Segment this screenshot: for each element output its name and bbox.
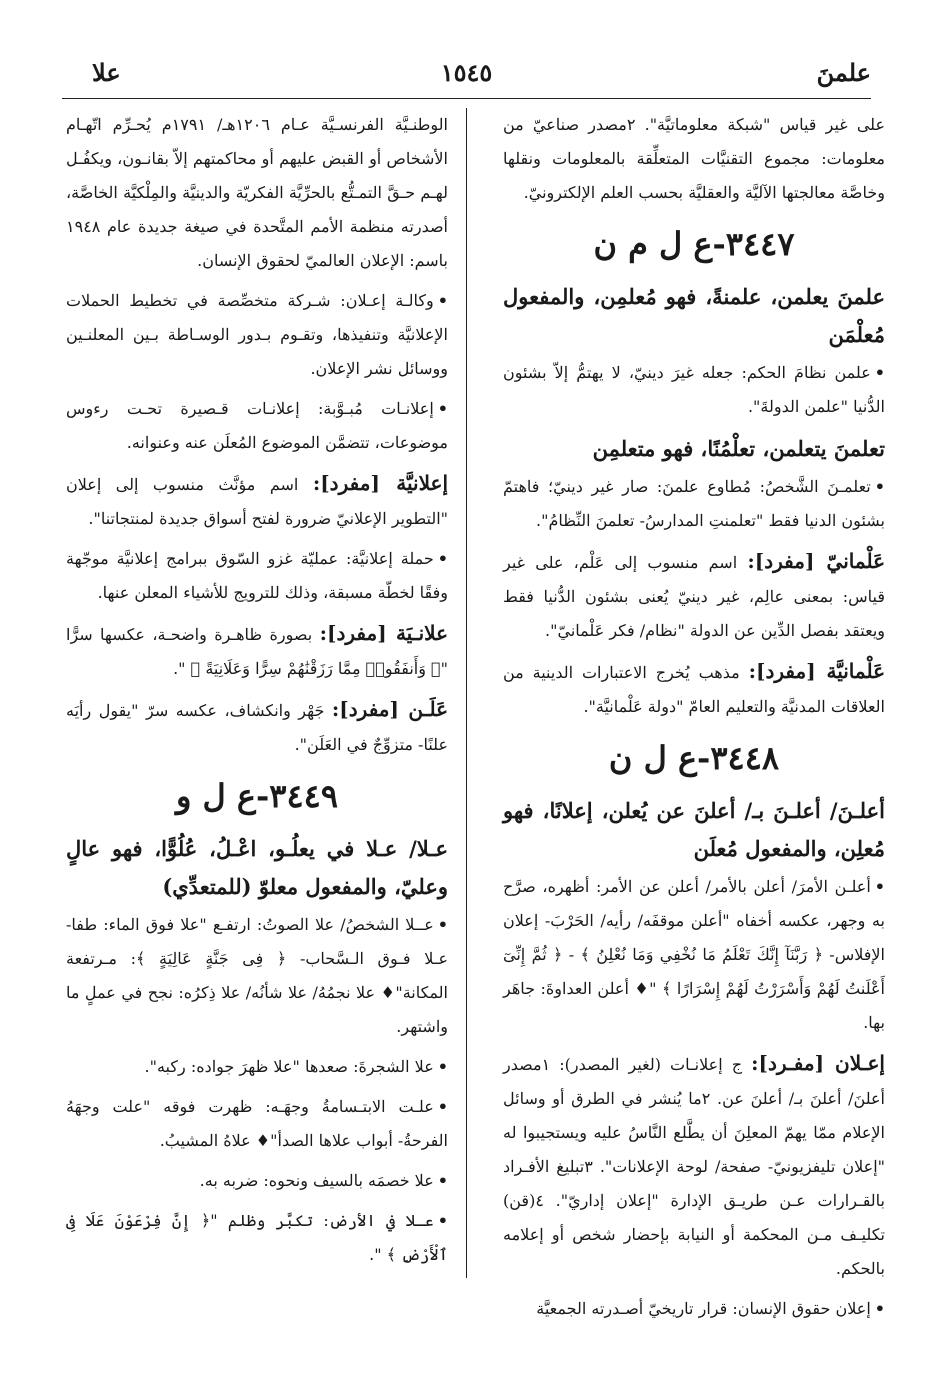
headword: إعـلان [مفـرد]: (751, 1051, 885, 1075)
headword: علانـيَة [مفرد]: (319, 621, 449, 645)
entry-paragraph (503, 654, 885, 724)
page-header (62, 52, 871, 94)
headword: إعلانيَّة [مفرد]: (312, 471, 449, 495)
entry-paragraph (66, 1204, 448, 1272)
entry-text: إعلانـات مُبـوَّبة: إعلانـات قـصيرة تحـت رءوس موضوعات، تتضمَّن الموضوع المُعلَن عنه وعنوانه. (66, 399, 448, 452)
bullet-marker: • (874, 877, 885, 896)
entry-text: حملة إعلانيَّة: عمليّة غزو السّوق ببرامج إعلانيَّة موجّهة وفقًا لخطّة مسبقة، وذلك للترويج للأشياء المعلن عنها. (66, 549, 448, 602)
right-column (503, 108, 886, 1318)
entry-paragraph (66, 692, 448, 762)
entry-paragraph (66, 542, 448, 610)
bullet-marker: • (437, 549, 448, 568)
entry-paragraph (503, 108, 885, 210)
entry-text: إعلان حقوق الإنسان: قرار تاريخيّ أصـدرته الجمعيَّة (536, 1299, 871, 1318)
entry-paragraph (503, 1046, 885, 1286)
headword: عَلْمانيّ [مفرد]: (747, 549, 886, 573)
bullet-marker: • (437, 291, 448, 310)
headword: عَلَـن [مفرد]: (331, 697, 448, 721)
entry-text: مذهب يُخرج الاعتبارات الدينية من العلاقات المدنيَّة والتعليم العامّ "دولة عَلْمانيَّة". (503, 663, 885, 716)
entry-paragraph (66, 1164, 448, 1198)
header-guide-word-right: علمنَ (816, 58, 871, 87)
entry-paragraph (66, 616, 448, 686)
entry-paragraph (66, 392, 448, 460)
verb-entry-heading: أعلـنَ/ أعلـنَ بـ/ أعلنَ عن يُعلن، إعلانًا، فهو مُعلِن، والمفعول مُعلَن (503, 798, 885, 861)
header-guide-word-left: علا (92, 58, 121, 87)
bullet-marker: • (874, 363, 885, 382)
entry-paragraph (66, 284, 448, 386)
column-divider (466, 108, 467, 1278)
entry-text: على غير قياس "شبكة معلوماتيَّة". ٢مصدر صناعيّ من معلومات: مجموع التقنيَّات المتعلِّقة بالمعلومات ونقلها وخاصَّة معالجتها الآليَّة والعقليَّة بحسب العلم الإلكترونيّ. (503, 115, 885, 202)
entry-text: وكالـة إعـلان: شـركة متخصِّصة في تخطيط الحملات الإعلانيَّة وتنفيذها، وتقـوم بـدور الوسـاطة بـين المعلنـين ووسائل نشر الإعلان. (66, 291, 448, 378)
entry-paragraph (66, 108, 448, 278)
page-number: ١٥٤٥ (440, 58, 493, 87)
entry-text: أعلـن الأمرَ/ أعلن بالأمر/ أعلن عن الأمر: أظهره، صرَّح به وجهر، عكسه أخفاه "أعلن موقفَه/ رأيه/ الحَرْبَ- إعلان الإفلاس- ﴿ رَبَّنَآ إِنَّكَ تَعْلَمُ مَا نُخْفِي وَمَا نُعْلِنُ ﴾ - ﴿ ثُمَّ إِنِّىٓ أَعْلَنتُ لَهُمْ وَأَسْرَرْتُ لَهُمْ إِسْرَارًا ﴾ "♦ أعلن العداوةَ: جاهَر بها. (503, 877, 885, 1032)
entry-text: علا خصمَه بالسيف ونحوه: ضربه به. (199, 1171, 434, 1190)
entry-text: جَهْر وانكشاف، عكسه سرّ "يقول رأيَه علنًا- متزوِّجٌ في العَلَن". (66, 701, 448, 754)
entry-paragraph (503, 1292, 885, 1326)
left-column (66, 108, 448, 1288)
entry-paragraph (503, 356, 885, 424)
root-heading: ٣٤٤٧-ع ل م ن (593, 225, 795, 263)
entry-paragraph (66, 1090, 448, 1158)
bullet-marker: • (437, 1057, 448, 1076)
entry-text: الوطنـيَّة الفرنسـيَّة عـام ١٢٠٦هـ/ ١٧٩١م يُحـرِّم اتّهـام الأشخاص أو القبض عليهم أو محاكمتهم إلاّ بقانـون، ويكفُـل لهـم حـقَّ التمـتُّع بالحرِّيَّة الفكريّة والدينيَّة والمِلْكيَّة الخاصَّة، أصدرته منظمة الأمم المتَّحدة في صيغة جديدة عام ١٩٤٨ باسم: الإعلان العالميّ لحقوق الإنسان. (66, 115, 448, 270)
verb-entry-heading: تعلمنَ يتعلمن، تعلْمُنًا، فهو متعلمِن (592, 436, 885, 461)
entry-text: اسم منسوب إلى عَلْم، على غير قياس: بمعنى عالِم، غير دينيّ يُعنى بشئون الدُّنيا فقط ويعتقد بفصل الدِّين عن الدولة "نظام/ فكر عَلْمانيّ". (503, 553, 885, 640)
bullet-marker: • (874, 477, 885, 496)
bullet-marker: • (437, 1097, 448, 1116)
entry-paragraph (503, 870, 885, 1040)
entry-text: علمن نظامَ الحكم: جعله غيرَ دينيّ، لا يهتمُّ إلاّ بشئون الدُّنيا "علمن الدولةَ". (503, 363, 885, 416)
entry-paragraph (503, 544, 885, 648)
bullet-marker: • (437, 915, 448, 934)
entry-paragraph (66, 466, 448, 536)
entry-paragraph (66, 1050, 448, 1084)
entry-text: علـت الابتـسامةُ وجهَـه: ظهرت فوقه "علت وجهَهُ الفرحةُ- أبواب علاها الصدأ"♦ علاهُ المشيبُ. (66, 1097, 448, 1150)
root-heading: ٣٤٤٨-ع ل ن (608, 739, 780, 777)
bullet-marker: • (437, 1211, 448, 1230)
entry-text: علا الشجرةَ: صعدها "علا ظهرَ جواده: ركبه". (144, 1057, 434, 1076)
bullet-marker: • (437, 1171, 448, 1190)
entry-text: بصورة ظاهـرة واضحـة، عكسها سرًّا "﴿ وَأَنفَقُوا۟ مِمَّا رَزَقْنَٰهُمْ سِرًّا وَعَلَانِيَةً ﴾ ". (66, 625, 448, 678)
entry-paragraph (66, 908, 448, 1044)
headword: عَلْمانيَّة [مفرد]: (748, 659, 886, 683)
entry-text: تعلمـنَ الشَّخصُ: مُطاوع علمنَ: صار غير دينيّ؛ فاهتمّ بشئون الدنيا فقط "تعلمنتِ المدارسُ- تعلمنَ النِّظامُ". (503, 477, 885, 530)
entry-text: عــلا الشخصُ/ علا الصوتُ: ارتفـع "علا فوق الماء: طفا- عـلا فـوق الـسَّحاب- ﴿ فِى جَنَّةٍ عَالِيَةٍ ﴾: مـرتفعة المكانة"♦ علا نجمُهُ/ علا شأنُه/ علا ذِكرُه: نجح في عملٍ ما واشتهر. (66, 915, 448, 1036)
entry-paragraph (503, 470, 885, 538)
verb-entry-heading: عـلا/ عـلا في يعلُـو، اعْـلُ، عُلُوًّا، فهو عالٍ وعليّ، والمفعول معلوّ (للمتعدِّي) (66, 836, 448, 899)
entry-text: اسم مؤنَّث منسوب إلى إعلان "التطوير الإعلانيّ ضرورة لفتح أسواق جديدة لمنتجاتنا". (66, 475, 448, 528)
header-rule (62, 98, 871, 99)
root-heading: ٣٤٤٩-ع ل و (175, 777, 339, 815)
bullet-marker: • (874, 1299, 885, 1318)
entry-text: ج إعلانـات (لغير المصدر): ١مصدر أعلنَ/ أعلنَ بـ/ أعلنَ عن. ٢ما يُنشر في الطرق أو وسائل الإعلام ممّا يهمّ المعلِنَ أن يطَّلع النَّاسُ عليه ويستجيبوا له "إعلان تليفزيونيّ- صفحة/ لوحة الإعلانات". ٣تبليغ الأفـراد بالقـرارات عـن طريـق الإدارة "إعلان إداريّ". ٤(قن) تكليـف مـن المحكمة أو النيابة بإحضار شخص أو إعلامه بالحكم. (503, 1055, 886, 1278)
bullet-marker: • (437, 399, 448, 418)
entry-text: عـلا في الأرض: تكبَّر وظلم "﴿ إِنَّ فِرْعَوْنَ عَلَا فِى ٱلْأَرْضِ ﴾ ". (66, 1211, 448, 1264)
verb-entry-heading: علمنَ يعلمن، علمنةً، فهو مُعلمِن، والمفعول مُعلْمَن (503, 284, 885, 347)
